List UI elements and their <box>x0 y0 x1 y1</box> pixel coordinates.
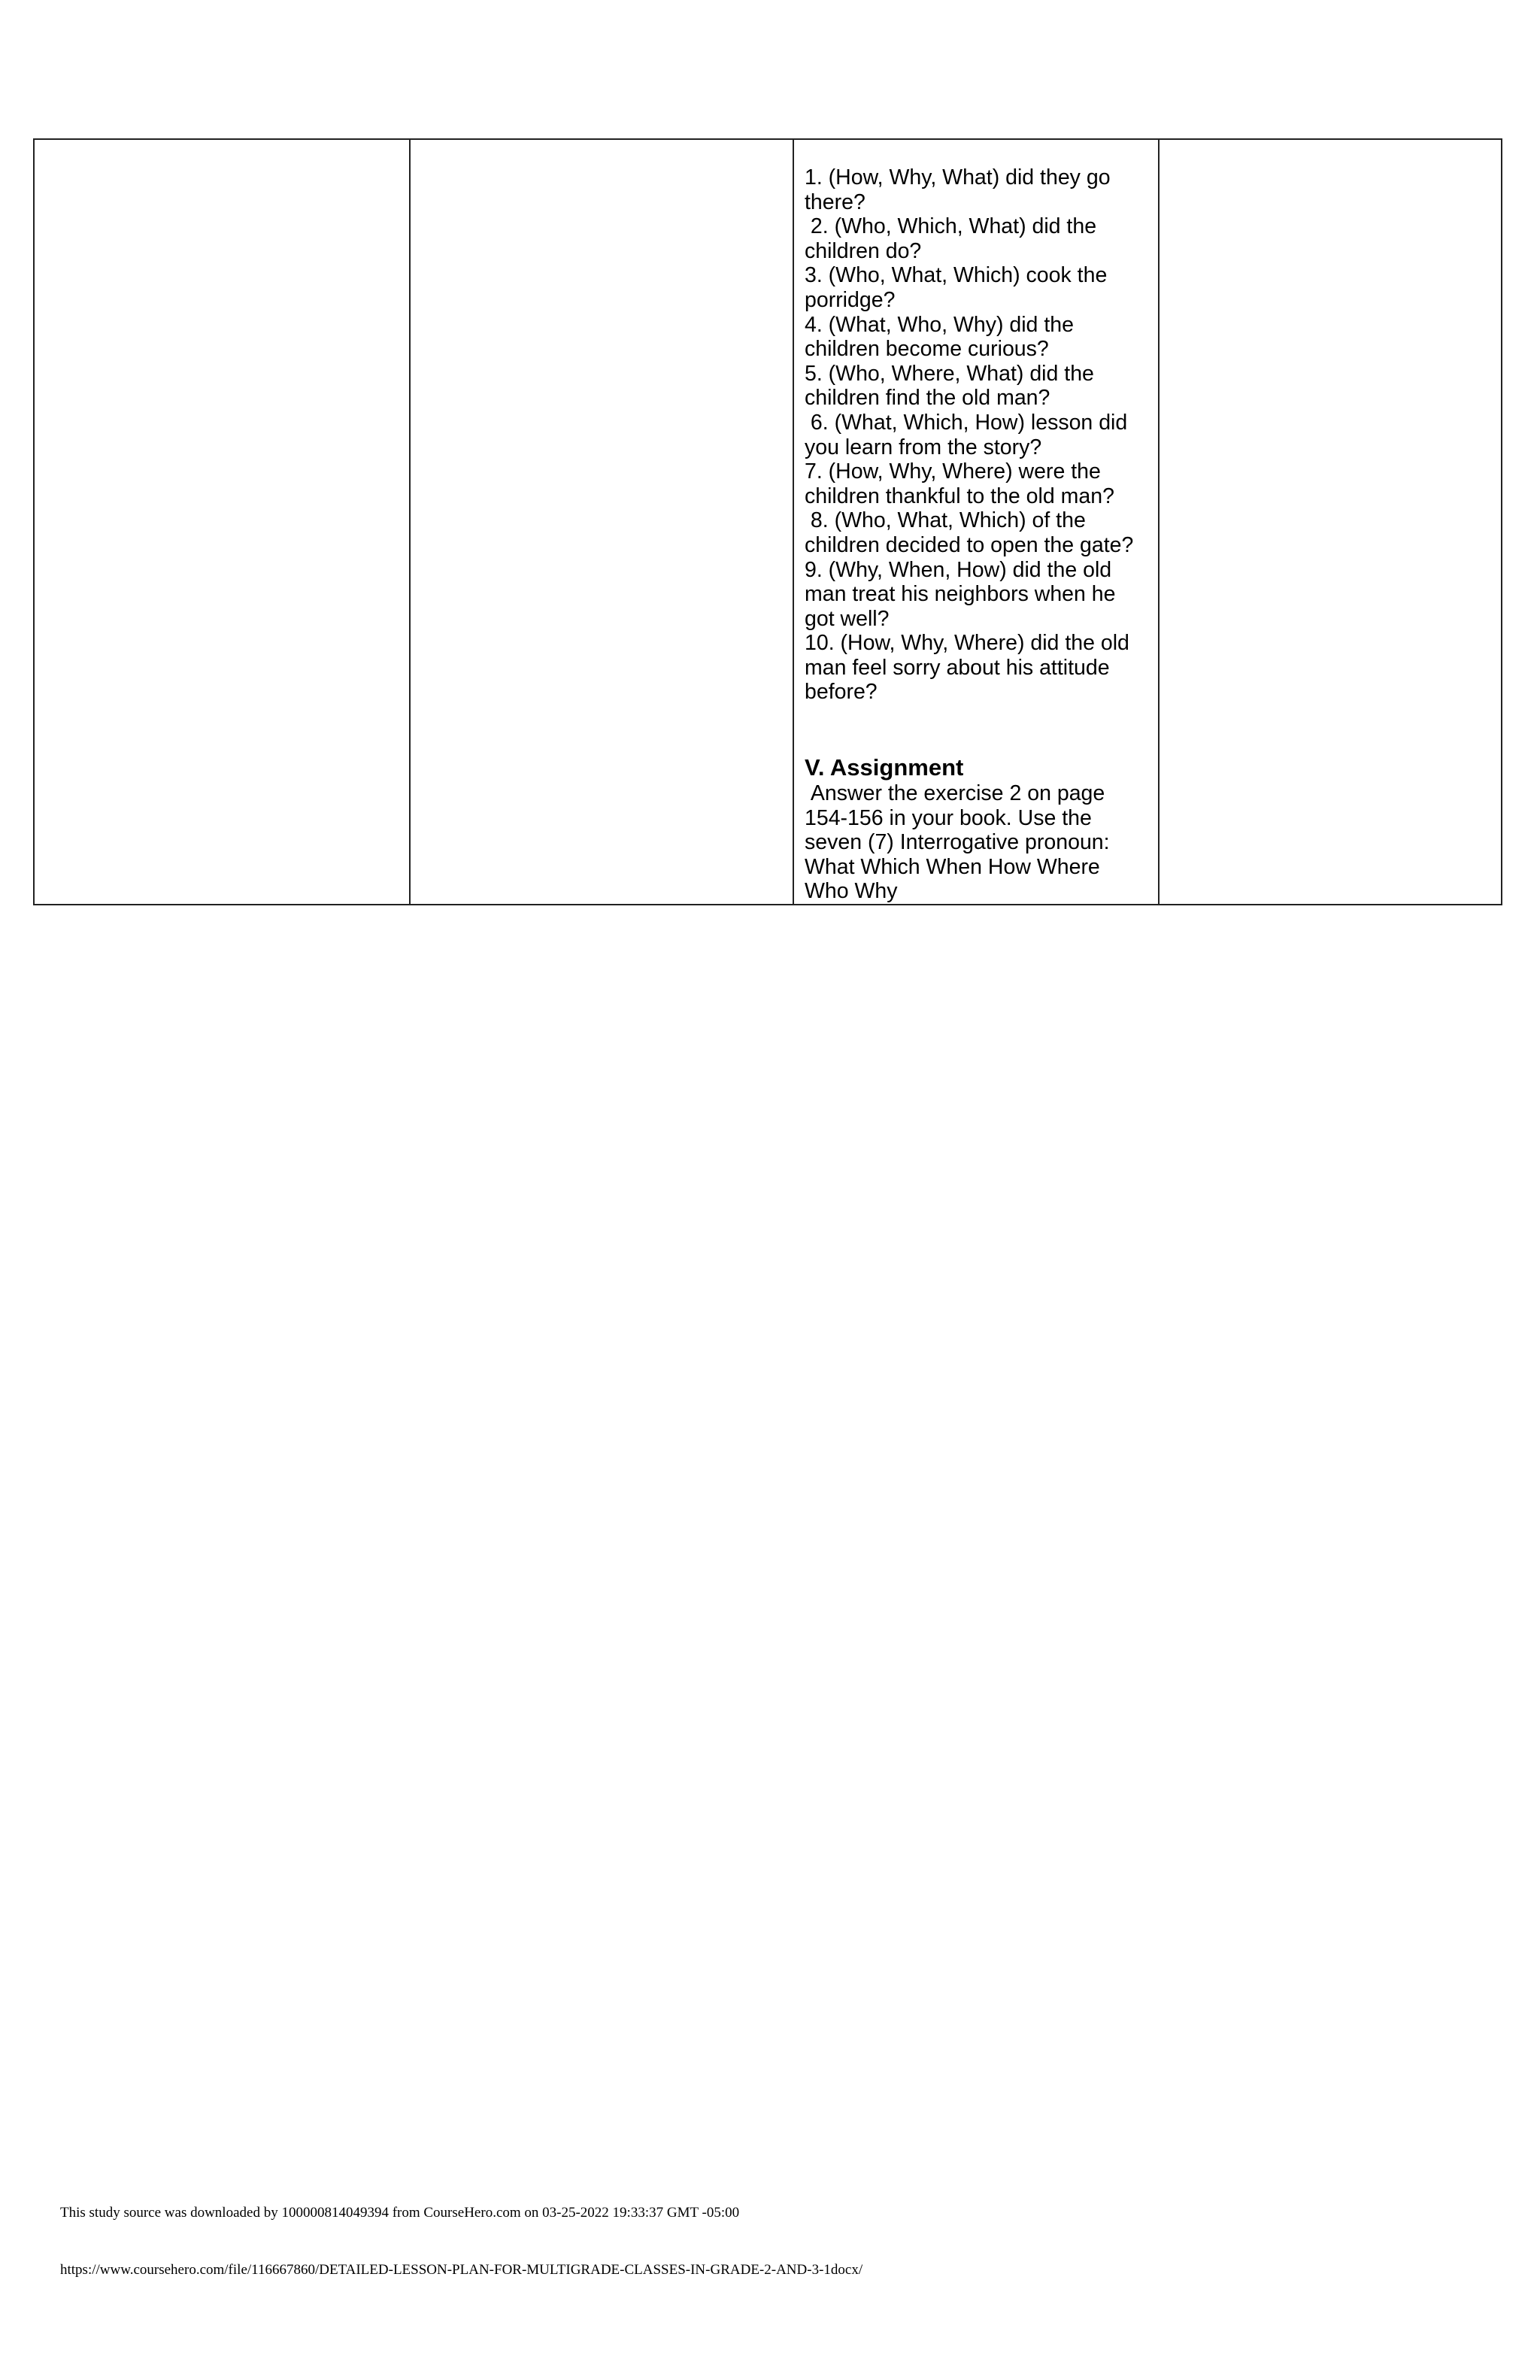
empty-cell-column-4 <box>1159 139 1502 905</box>
empty-cell-column-2 <box>410 139 793 905</box>
question-8: 8. (Who, What, Which) of the children decided to open the gate? <box>805 508 1134 557</box>
question-6: 6. (What, Which, How) lesson did you learn from the story? <box>805 410 1134 459</box>
question-3: 3. (Who, What, Which) cook the porridge? <box>805 263 1114 312</box>
assignment-heading: V. Assignment <box>805 754 964 781</box>
table-row <box>34 139 1502 905</box>
empty-cell-column-1 <box>34 139 410 905</box>
download-notice: This study source was downloaded by 100000814049394 from CourseHero.com on 03-25-2022 19:33:37 GMT -05:00 <box>60 2205 740 2221</box>
question-5: 5. (Who, Where, What) did the children find the old man? <box>805 361 1100 411</box>
question-10: 10. (How, Why, Where) did the old man feel sorry about his attitude before? <box>805 631 1135 705</box>
questions-cell-content <box>794 140 1158 904</box>
question-4: 4. (What, Who, Why) did the children become curious? <box>805 312 1080 362</box>
question-1: 1. (How, Why, What) did they go there? <box>805 165 1117 214</box>
lesson-plan-table <box>33 138 1502 905</box>
question-9: 9. (Why, When, How) did the old man treat his neighbors when he got well? <box>805 557 1122 631</box>
question-7: 7. (How, Why, Where) were the children thankful to the old man? <box>805 459 1114 508</box>
assignment-text: Answer the exercise 2 on page 154-156 in your book. Use the seven (7) Interrogative pronoun: What Which When How Where Who Why <box>805 781 1116 904</box>
source-url: https://www.coursehero.com/file/116667860/DETAILED-LESSON-PLAN-FOR-MULTIGRADE-CLASSES-IN-GRADE-2-AND-3-1docx/ <box>60 2262 863 2278</box>
questions-cell <box>793 139 1159 905</box>
section-spacer <box>805 705 1149 754</box>
question-2: 2. (Who, Which, What) did the children do? <box>805 214 1102 263</box>
